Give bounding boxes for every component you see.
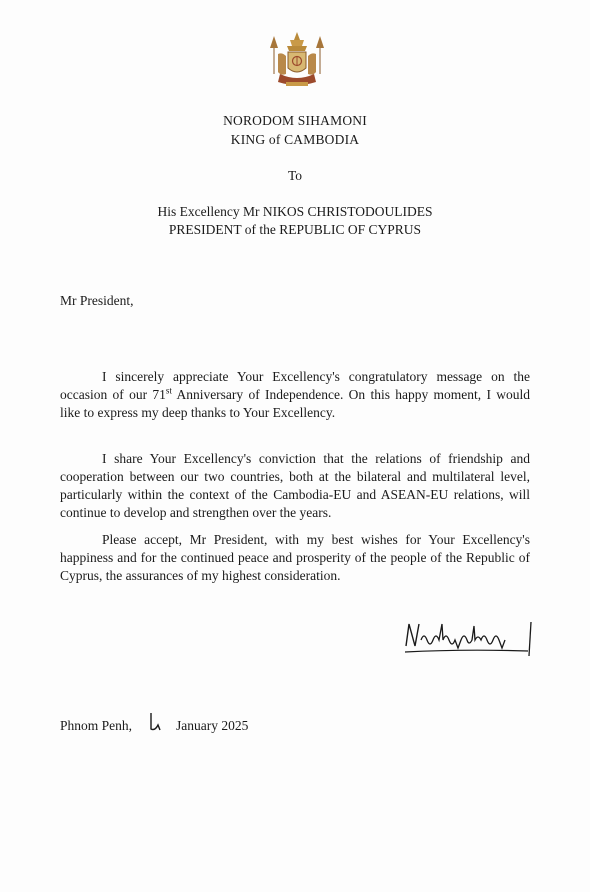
body-paragraph-2: I share Your Excellency's conviction that the relations of friendship and cooperation between our two countries, both at the bilateral and multilateral level, particularly within the context of the Cambodia-EU and ASEAN-EU relations, will continue to develop and strengthen over the years. (60, 451, 530, 520)
paragraph-1-text-start: I sincerely appreciate Your Excellency's congratulatory message on the occasion of our 71 (60, 369, 530, 402)
sender-title: KING of CAMBODIA (230, 132, 360, 147)
sender-name: NORODOM SIHAMONI (223, 113, 367, 128)
paragraph-1-text-end: Anniversary of Independence. On this happy moment, I would like to express my deep thanks to Your Excellency. (60, 387, 530, 420)
recipient-title: PRESIDENT of the REPUBLIC OF CYPRUS (168, 222, 422, 237)
royal-coat-of-arms-emblem (266, 30, 328, 90)
to-label: To (287, 168, 303, 183)
date-month-year: January 2025 (176, 718, 249, 733)
body-paragraph-1 (60, 368, 530, 422)
salutation: Mr President, (60, 293, 134, 308)
place-label: Phnom Penh, (60, 718, 133, 733)
ordinal-suffix: st (165, 385, 172, 396)
handwritten-day (148, 711, 162, 733)
body-paragraph-3: Please accept, Mr President, with my best wishes for Your Excellency's happiness and for the continued peace and prosperity of the people of the Republic of Cyprus, the assurances of my highest consideration. (60, 532, 530, 583)
handwritten-signature (403, 618, 543, 660)
recipient-name: His Excellency Mr NIKOS CHRISTODOULIDES (157, 204, 433, 219)
